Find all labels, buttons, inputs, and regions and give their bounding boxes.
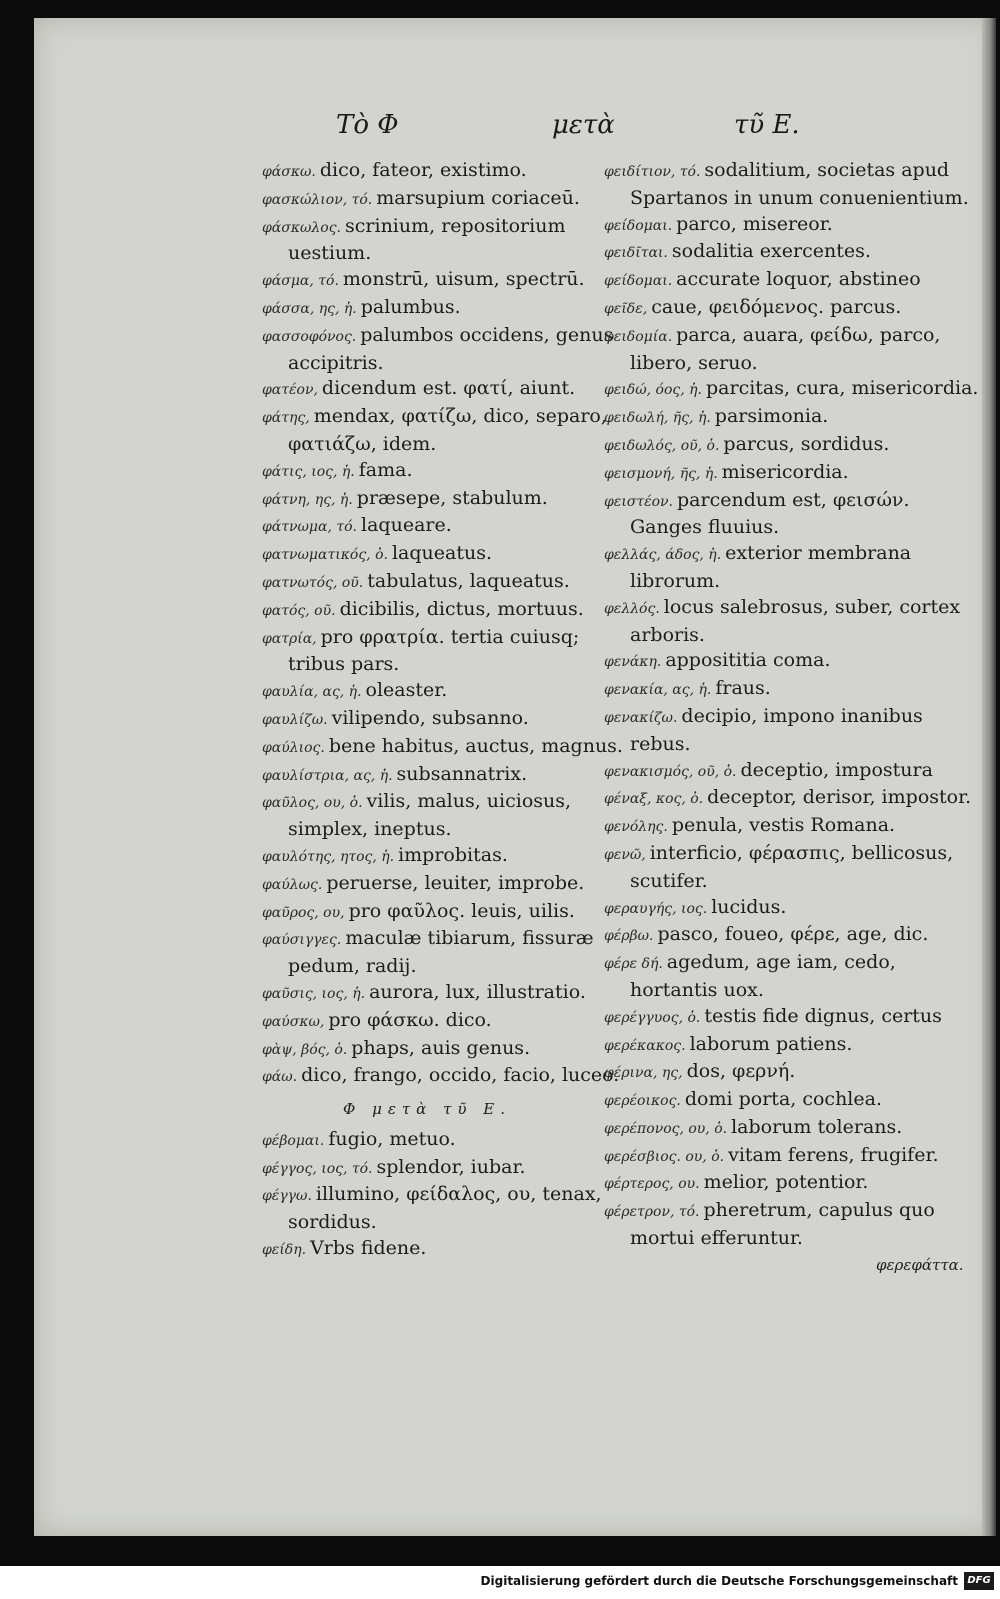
dictionary-entry [262,1155,632,1183]
latin-gloss: deceptor, derisor, impostor. [707,786,972,809]
latin-gloss: parcendum est, φεισών. Ganges fluuius. [630,488,910,539]
latin-gloss: laqueare. [361,514,452,537]
dictionary-entry [604,1004,984,1032]
latin-gloss: phaps, auis genus. [351,1036,531,1059]
dictionary-entry [262,513,632,541]
greek-lemma: φάτνη, ης, ἡ. [262,491,353,508]
latin-gloss: pro φαῦλος. leuis, uilis. [348,899,575,922]
greek-lemma: φενόλης. [604,819,668,836]
dictionary-entry [604,1032,984,1060]
latin-gloss: vitam ferens, frugifer. [728,1143,939,1166]
dictionary-entry [604,460,984,488]
book-page [34,18,996,1536]
latin-gloss: sodalitium, societas apud Spartanos in unum conuenientium. [630,159,969,209]
dictionary-entry [262,1036,632,1064]
dictionary-entry [262,1008,632,1036]
greek-lemma: φειδῖται. [604,245,668,262]
greek-lemma: φάτνωμα, τό. [262,519,358,536]
latin-gloss: illumino, φείδαλος, ου, tenax, sordidus. [288,1183,602,1234]
latin-gloss: caue, φειδόμενος. parcus. [651,295,902,318]
dictionary-entry [604,1170,984,1198]
dictionary-entry [604,158,984,212]
dictionary-entry [604,267,984,295]
dictionary-entry [262,789,632,843]
greek-lemma: φατός, οῦ. [262,602,336,619]
greek-lemma: φατνωματικός, ὁ. [262,547,388,564]
right-column [604,158,984,1252]
greek-lemma: φάτις, ιος, ἡ. [262,463,355,480]
dictionary-entry [604,785,984,813]
latin-gloss: peruerse, leuiter, improbe. [326,871,585,894]
latin-gloss: maculæ tibiarum, fissuræ pedum, radij. [288,927,594,978]
left-column [262,158,632,1264]
greek-lemma: φαῦλος, ου, ὁ. [262,795,363,812]
dictionary-entry [604,239,984,267]
latin-gloss: misericordia. [721,460,849,483]
latin-gloss: fama. [358,458,413,481]
latin-gloss: interficio, φέρασπις, bellicosus, scutifer. [630,841,954,892]
latin-gloss: apposititia coma. [665,649,831,672]
dfg-logo: DFG [964,1572,994,1590]
dictionary-entry [262,404,632,458]
greek-lemma: φείδομαι. [604,273,673,290]
dictionary-entry [262,158,632,186]
dictionary-entry [262,1236,632,1264]
dictionary-entry [604,704,984,758]
dictionary-entry [262,214,632,268]
dictionary-entry [262,486,632,514]
greek-lemma: φειδώ, όος, ἡ. [604,382,702,399]
latin-gloss: decipio, impono inanibus rebus. [630,704,923,755]
greek-lemma: φέρτερος, ου. [604,1176,700,1193]
greek-lemma: φελλάς, άδος, ἡ. [604,547,722,564]
latin-gloss: domi porta, cochlea. [684,1088,882,1111]
dictionary-entry [262,186,632,214]
footer-bar [0,1566,1000,1599]
latin-gloss: tabulatus, laqueatus. [367,569,570,592]
latin-gloss: locus salebrosus, suber, cortex arboris. [630,595,961,646]
greek-lemma: φαυλότης, ητος, ἡ. [262,848,395,865]
latin-gloss: laqueatus. [391,542,492,565]
footer-credit: Digitalisierung gefördert durch die Deutsche Forschungsgemeinschaft [480,1574,958,1588]
latin-gloss: pro φάσκω. dico. [328,1008,492,1031]
dictionary-entry [262,871,632,899]
latin-gloss: parco, misereor. [676,212,833,235]
dictionary-entry [604,676,984,704]
greek-lemma: φαύσκω, [262,1013,325,1030]
dictionary-entry [604,295,984,323]
dictionary-entry [262,323,632,377]
latin-gloss: parcus, sordidus. [723,432,890,455]
greek-lemma: φάτης, [262,410,310,427]
latin-gloss: aurora, lux, illustratio. [369,980,586,1003]
dictionary-entry [262,980,632,1008]
greek-lemma: φεισμονή, ῆς, ἡ. [604,465,718,482]
dictionary-entry [604,212,984,240]
greek-lemma: φελλός. [604,600,660,617]
header-right: τῦ Ε. [734,110,800,140]
greek-lemma: φάω. [262,1069,298,1086]
dictionary-entry [262,541,632,569]
greek-lemma: φὰψ, βός, ὁ. [262,1041,348,1058]
dictionary-entry [604,758,984,786]
dictionary-entry [604,595,984,649]
dictionary-entry [262,926,632,980]
greek-lemma: φειδωλός, οῦ, ὁ. [604,437,720,454]
dictionary-entry [604,323,984,377]
greek-lemma: φερέσβιος. ου, ὁ. [604,1148,725,1165]
greek-lemma: φειδωλή, ῆς, ἡ. [604,410,711,427]
dictionary-entry [262,899,632,927]
greek-lemma: φειστέον. [604,493,674,510]
dictionary-entry [604,841,984,895]
latin-gloss: agedum, age iam, cedo, hortantis uox. [630,951,896,1001]
greek-lemma: φαυλίστρια, ας, ἡ. [262,767,393,784]
latin-gloss: dos, φερνή. [686,1060,796,1083]
greek-lemma: φέρινα, ης, [604,1065,683,1082]
catchword: φερεφάττα. [876,1256,964,1274]
dictionary-entry [262,843,632,871]
greek-lemma: φασσοφόνος. [262,328,357,345]
greek-lemma: φείδομαι. [604,217,673,234]
dictionary-entry [262,762,632,790]
dictionary-entry [262,706,632,734]
latin-gloss: dicendum est. φατί, aiunt. [321,377,576,400]
dictionary-entry [604,541,984,595]
greek-lemma: φερέοικος. [604,1093,681,1110]
dictionary-entry [262,1127,632,1155]
greek-lemma: φενακισμός, οῦ, ὁ. [604,763,737,780]
page-gutter [982,18,996,1536]
greek-lemma: φατέον, [262,382,318,399]
header-left: Τὸ Φ [336,110,399,140]
latin-gloss: pro φρατρία. tertia cuiusq; tribus pars. [288,625,580,676]
greek-lemma: φάσσα, ης, ἡ. [262,300,357,317]
latin-gloss: dico, frango, occido, facio, luceo. [301,1064,620,1087]
greek-lemma: φαύσιγγες. [262,932,342,949]
greek-lemma: φάσκωλος. [262,219,342,236]
greek-lemma: φεραυγής, ιος. [604,900,708,917]
greek-lemma: φαύλως. [262,876,323,893]
header-middle: μετὰ [552,110,615,140]
greek-lemma: φαυλίζω. [262,711,328,728]
dictionary-entry [262,267,632,295]
dictionary-entry [262,376,632,404]
latin-gloss: monstrū, uisum, spectrū. [342,268,585,291]
greek-lemma: φασκώλιον, τό. [262,191,373,208]
greek-lemma: φερέγγυος, ὁ. [604,1009,701,1026]
greek-lemma: φαῦρος, ου, [262,904,345,921]
latin-gloss: vilipendo, subsanno. [331,706,529,729]
latin-gloss: exterior membrana librorum. [630,542,912,592]
dictionary-entry [262,1063,632,1091]
dictionary-entry [262,1182,632,1236]
greek-lemma: φάσκω. [262,164,316,180]
latin-gloss: improbitas. [398,843,508,866]
greek-lemma: φείδη. [262,1242,307,1259]
latin-gloss: marsupium coriaceū. [376,186,580,209]
greek-lemma: φαυλία, ας, ἡ. [262,684,362,701]
latin-gloss: deceptio, impostura [740,758,933,781]
greek-lemma: φέναξ, κος, ὁ. [604,791,704,808]
dictionary-entry [604,648,984,676]
dictionary-entry [604,404,984,432]
dictionary-entry [262,678,632,706]
greek-lemma: φερέπονος, ου, ὁ. [604,1120,728,1137]
greek-lemma: φέγγος, ιος, τό. [262,1160,373,1177]
latin-gloss: parca, auara, φείδω, parco, libero, seruo. [630,323,941,374]
dictionary-entry [262,295,632,323]
latin-gloss: fraus. [715,677,771,700]
latin-gloss: mendax, φατίζω, dico, separo, φατιάζω, idem. [288,405,607,455]
dictionary-entry [604,813,984,841]
latin-gloss: splendor, iubar. [376,1155,526,1178]
latin-gloss: parsimonia. [714,405,829,428]
dictionary-entry [262,569,632,597]
greek-lemma: φατρία, [262,630,317,647]
greek-lemma: φατνωτός, οῦ. [262,574,364,591]
dictionary-entry [604,488,984,542]
dictionary-entry [604,1087,984,1115]
dictionary-entry [262,734,632,762]
greek-lemma: φέρε δή. [604,956,663,973]
latin-gloss: præsepe, stabulum. [356,486,548,509]
latin-gloss: palumbus. [360,295,461,318]
latin-gloss: laborum patiens. [689,1032,853,1055]
latin-gloss: subsannatrix. [396,762,528,785]
latin-gloss: sodalitia exercentes. [671,240,871,263]
latin-gloss: lucidus. [711,895,787,918]
greek-lemma: φενῶ, [604,846,646,863]
section-subhead: Φ μετὰ τῦ Ε. [343,1100,511,1119]
greek-lemma: φέβομαι. [262,1132,325,1149]
greek-lemma: φειδομία. [604,328,673,345]
dictionary-entry [604,1198,984,1252]
dictionary-entry [604,1059,984,1087]
greek-lemma: φενάκη. [604,654,662,671]
dictionary-entry [604,895,984,923]
greek-lemma: φαῦσις, ιος, ἡ. [262,985,366,1002]
greek-lemma: φάσμα, τό. [262,273,339,290]
latin-gloss: vilis, malus, uiciosus, simplex, ineptus. [288,790,572,841]
dictionary-entry [604,1143,984,1171]
latin-gloss: penula, vestis Romana. [671,814,896,837]
greek-lemma: φερέκακος. [604,1037,686,1054]
latin-gloss: bene habitus, auctus, magnus. [328,734,623,757]
latin-gloss: dico, fateor, existimo. [319,159,527,181]
greek-lemma: φεῖδε, [604,300,648,317]
latin-gloss: melior, potentior. [703,1171,869,1194]
greek-lemma: φενακίζω. [604,709,678,726]
dictionary-entry [262,625,632,679]
dictionary-entry [604,1115,984,1143]
dictionary-entry [262,458,632,486]
latin-gloss: laborum tolerans. [731,1115,903,1138]
greek-lemma: φειδίτιον, τό. [604,164,701,180]
latin-gloss: accurate loquor, abstineo [676,268,921,291]
latin-gloss: pasco, foueo, φέρε, age, dic. [657,923,929,946]
latin-gloss: pheretrum, capulus quo mortui efferuntur. [630,1199,935,1250]
running-header [34,110,996,150]
dictionary-entry [604,376,984,404]
greek-lemma: φέρετρον, τό. [604,1204,700,1221]
latin-gloss: testis fide dignus, certus [704,1004,942,1027]
latin-gloss: fugio, metuo. [328,1127,456,1150]
dictionary-entry [604,432,984,460]
greek-lemma: φέρβω. [604,928,654,945]
greek-lemma: φενακία, ας, ἡ. [604,682,712,699]
latin-gloss: dicibilis, dictus, mortuus. [339,597,584,620]
dictionary-entry [604,922,984,950]
latin-gloss: palumbos occidens, genus accipitris. [288,323,614,374]
dictionary-entry [262,597,632,625]
latin-gloss: oleaster. [365,679,448,702]
greek-lemma: φαύλιος. [262,739,325,756]
dictionary-entry [604,950,984,1004]
latin-gloss: scrinium, repositorium uestium. [288,214,566,265]
greek-lemma: φέγγω. [262,1188,312,1205]
latin-gloss: parcitas, cura, misericordia. [706,377,979,400]
latin-gloss: Vrbs fidene. [310,1237,427,1260]
